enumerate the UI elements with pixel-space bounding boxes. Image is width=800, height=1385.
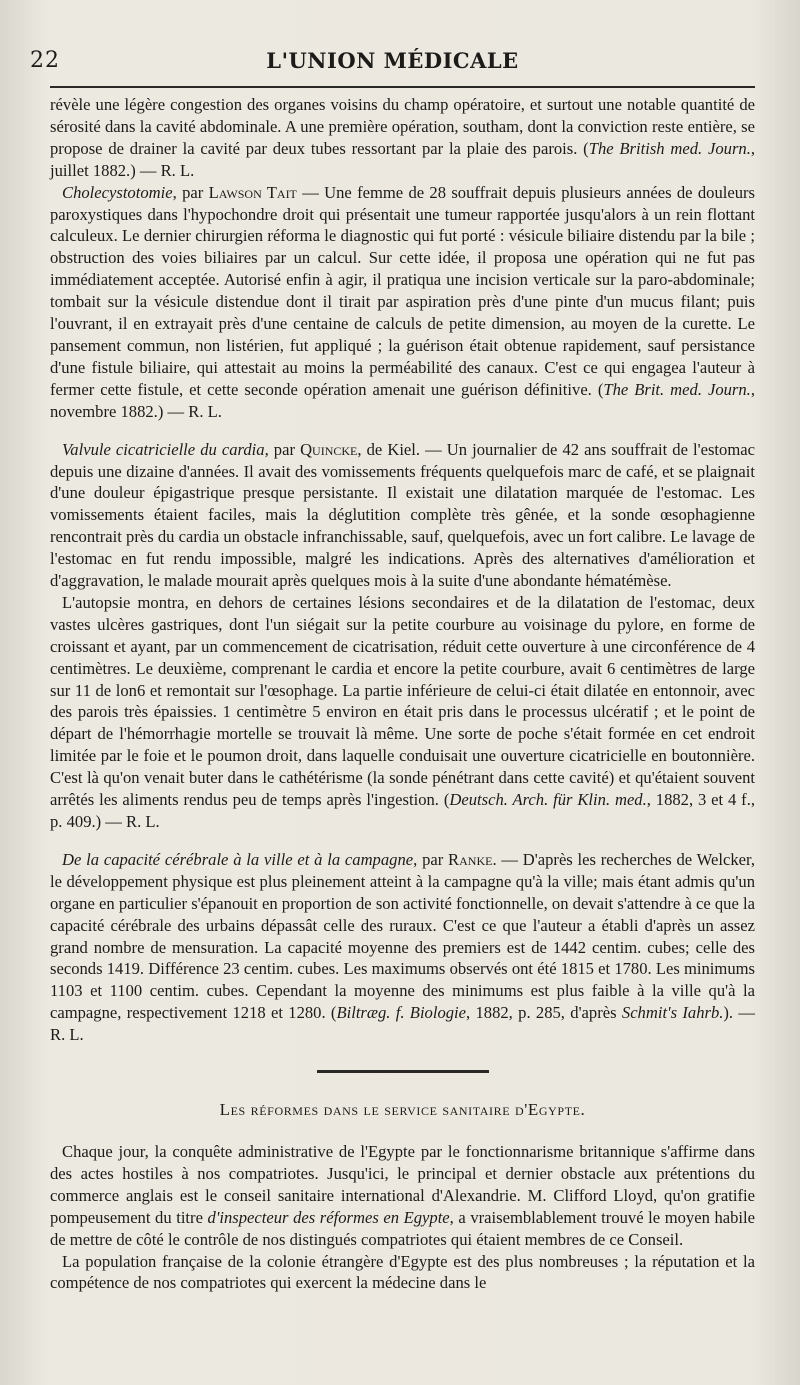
paragraph-valvule-cardia: Valvule cicatricielle du cardia, par Quincke, de Kiel. — Un journalier de 42 ans souffrait de l'estomac depuis une dizaine d'années. Il avait des vomissements fréquents quelquefois marc de café, et se plaignait d'une douleur épigastrique presque persistante. Il existait une dilatation marquée de l'estomac. Les vomissements étaient faciles, mais la déglutition complète très gênée, et la sonde œsophagienne rencontrait près du cardia un obstacle infranchissable, sauf, quelquefois, avec un fort calibre. Le lavage de l'estomac en fut rendu impossible, malgré les indications. Après des alternatives d'amélioration et d'aggravation, le malade mourait après quelques mois à la suite d'une abondante hématémèse. (50, 439, 755, 591)
section-heading: Les réformes dans le service sanitaire d'Egypte. (219, 1100, 586, 1120)
citation: Deutsch. Arch. für Klin. med. (449, 790, 647, 810)
citation: The British med. Journ. (588, 138, 751, 158)
header-rule (50, 86, 755, 88)
paragraph-continuation: révèle une légère congestion des organes voisins du champ opératoire, et surtout une notable quantité de sérosité dans la cavité abdominale. A une première opération, southam, dont la conviction reste entière, se propose de drainer la cavité par deux tubes ressortant par la plaie des parois. (The British med. Journ., juillet 1882.) — R. L. (50, 95, 756, 180)
running-title: L'UNION MÉDICALE (266, 48, 519, 73)
paragraph-egypte-intro: Chaque jour, la conquête administrative de l'Egypte par le fonctionnarisme britannique s'affirme dans des actes hostiles à nos compatriotes. Jusqu'ici, le principal et dernier obstacle aux prétentions du commerce anglais est le conseil sanitaire international d'Alexandrie. M. Clifford Lloyd, qu'on gratifie pompeusement du titre d'inspecteur des réformes en Egypte, a vraisemblablement trouvé le moyen habile de mettre de côté le contrôle de nos distingués compatriotes qui étaient membres de ce Conseil. (50, 1141, 755, 1249)
article-title: Cholecystotomie (62, 182, 173, 202)
citation: Biltræg. f. Biologie (336, 1003, 467, 1023)
paragraph-autopsie: L'autopsie montra, en dehors de certaines lésions secondaires et de la dilatation de l'estomac, deux vastes ulcères gastriques, dont l'un siégait sur la petite courbure au voisinage du pylore, en forme de croissant et ayant, par un commencement de cicatrisation, réduit cette ouverture à une circonférence de 4 centimètres. Le deuxième, comprenant le cardia et encore la petite courbure, avait 6 centimètres de large sur 11 de lon6 et remontait sur l'œsophage. La partie inférieure de celui-ci était dilatée en entonnoir, avec des parois très épaissies. 1 centimètre 5 environ en était pris dans le processus ulcératif ; et le point de départ de l'hémorrhagie mortelle se trouvait là même. Une sorte de poche s'était formée en cet endroit limitée par le foie et le poumon droit, dans laquelle conduisait une ouverture cicatricielle en boutonnière. C'est là qu'on venait buter dans le cathétérisme (la sonde pénétrant dans cette cavité) et qu'étaient souvent arrêtés les aliments rendus peu de temps après l'ingestion. (Deutsch. Arch. für Klin. med., 1882, 3 et 4 f., p. 409.) — R. L. (50, 592, 756, 831)
citation: Schmit's Iahrb. (621, 1003, 724, 1023)
article-title: De la capacité cérébrale à la ville et à la campagne (62, 849, 414, 869)
article-title: Valvule cicatricielle du cardia (62, 439, 265, 459)
paragraph-cholecystotomie: Cholecystotomie, par Lawson Tait — Une femme de 28 souffrait depuis plusieurs années de douleurs paroxystiques dans l'hypochondre droit qui présentait une tumeur rapportée jusqu'alors à un rein flottant calculeux. Le dernier chirurgien réforma le diagnostic qui fut porté : vésicule biliaire distendu par la bile ; obstruction des voies biliaires par un calcul. Sur cette idée, il proposa une opération qui ne fut pas immédiatement acceptée. Autorisé enfin à agir, il pratiqua une incision verticale sur la paro-abdominale; tombait sur la vésicule distendue dont il tirait par aspiration près d'une pinte d'un mucus filant; puis l'ouvrant, il en extrayait près d'une centaine de calculs de petite dimension, au moyen de la curette. Le pansement commun, non listérien, fut appliqué ; la guérison était obtenue rapidement, sauf persistance d'une fistule biliaire, qui attestait au moins la perméabilité des canaux. C'est ce qui engagea l'auteur à fermer cette fistule, et cette seconde opération amenait une guérison définitive. (The Brit. med. Journ., novembre 1882.) — R. L. (50, 182, 756, 421)
inline-emphasis: d'inspecteur des réformes en Egypte (207, 1207, 450, 1227)
author-name: Lawson Tait (208, 182, 297, 202)
section-body (50, 1141, 755, 1294)
paragraph-egypte-population: La population française de la colonie étrangère d'Egypte est des plus nombreuses ; la réputation et la compétence de nos compatriotes qui exercent la médecine dans le (50, 1251, 755, 1293)
section-divider (317, 1070, 489, 1073)
paragraph-capacite-cerebrale: De la capacité cérébrale à la ville et à la campagne, par Ranke. — D'après les recherches de Welcker, le développement physique est plus pleinement atteint à la campagne qu'à la ville; mais étant admis qu'un organe en particulier s'épanouit en proportion de son activité fonctionnelle, on devait s'attendre à ce que la capacité cérébrale des urbains dépassât celle des ruraux. C'est ce que l'auteur a établi d'après un assez grand nombre de mensuration. La capacité moyenne des premiers est de 1442 centim. cubes; celle des seconds 1419. Différence 23 centim. cubes. Les maximums observés ont été 1815 et 1780. Les minimums 1103 et 1100 centim. cubes. Cependant la moyenne des minimums est plus faible à la ville qu'à la campagne, respectivement 1218 et 1280. (Biltræg. f. Biologie, 1882, p. 285, d'après Schmit's Iahrb.). — R. L. (50, 849, 756, 1045)
author-name: Ranke (448, 849, 493, 869)
citation: The Brit. med. Journ. (603, 379, 751, 399)
page-number: 22 (30, 48, 60, 73)
author-name: Quincke (300, 439, 358, 459)
article-body (50, 94, 755, 1294)
page-header (30, 48, 755, 80)
